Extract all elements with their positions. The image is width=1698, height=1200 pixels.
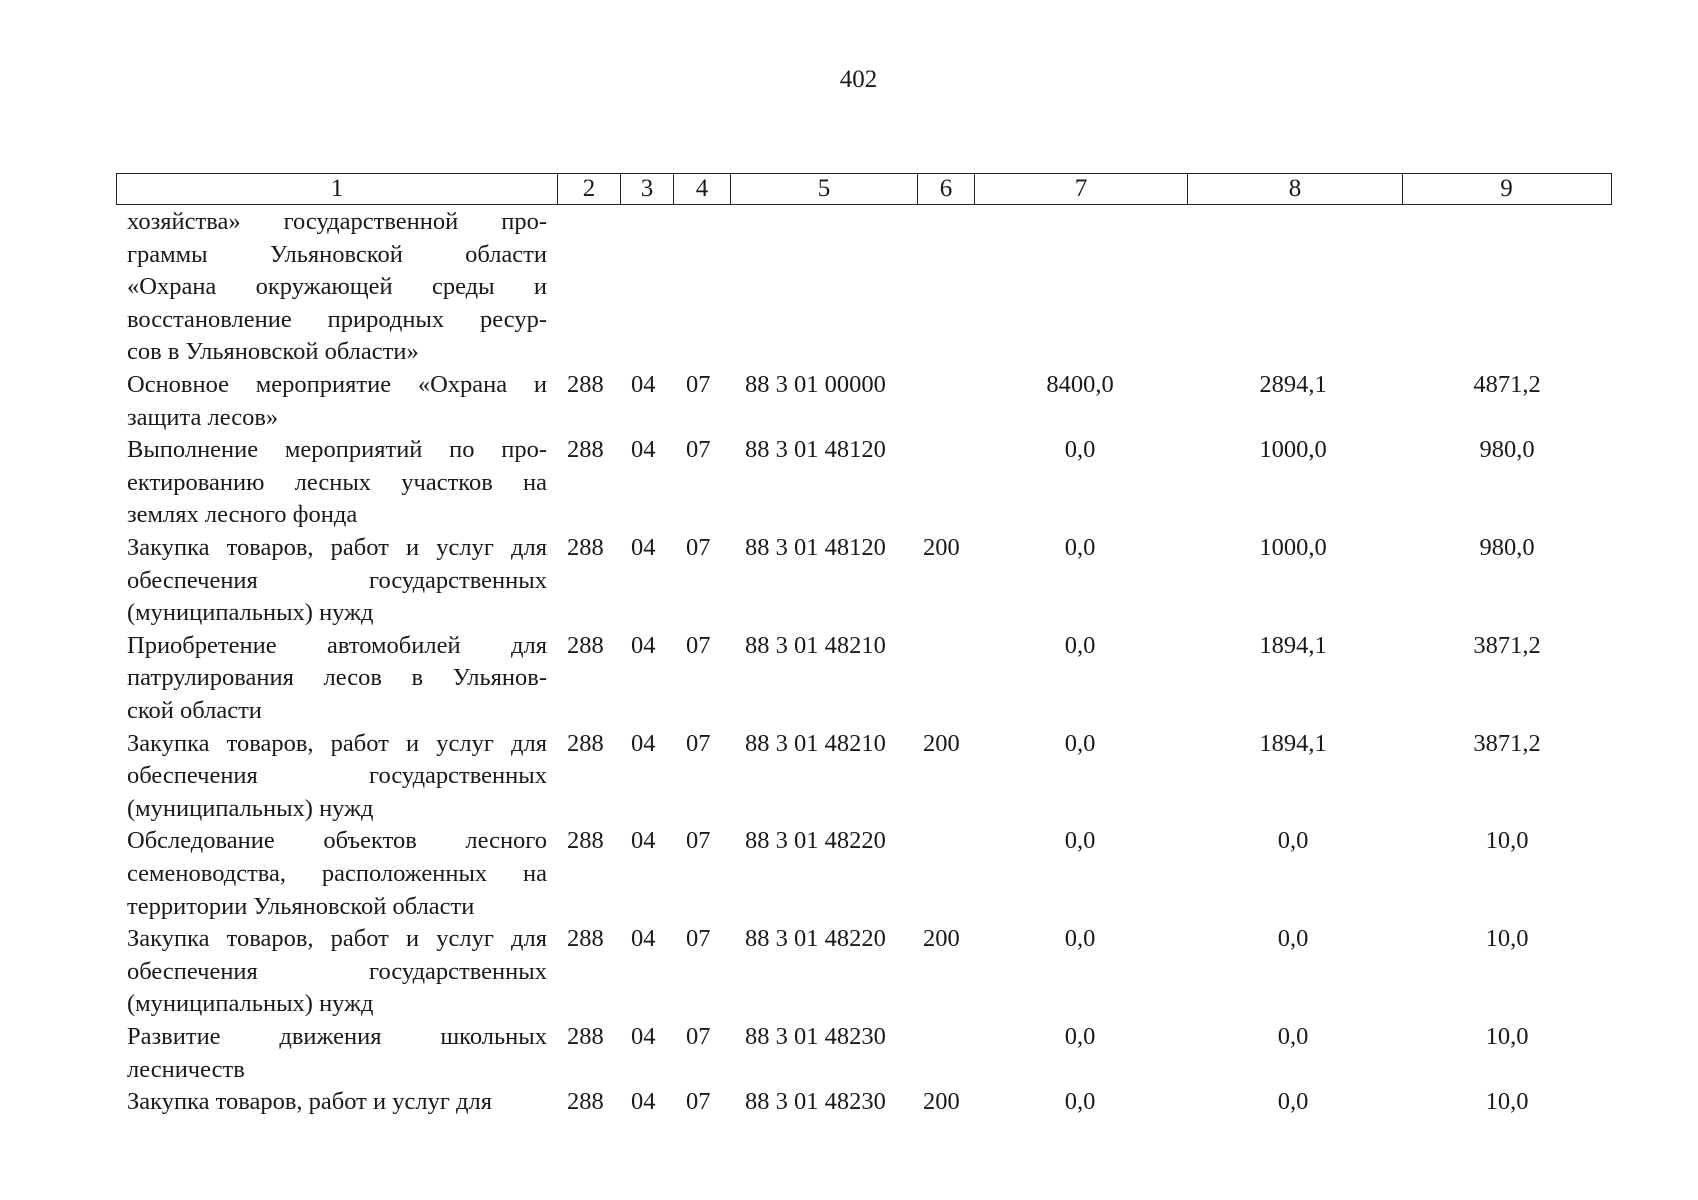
row-description <box>127 369 547 434</box>
cell-c2: 288 <box>567 1088 604 1116</box>
cell-c5: 88 3 01 48220 <box>745 925 886 953</box>
description-line: (муниципальных) нужд <box>127 599 374 627</box>
cell-c7: 0,0 <box>1064 631 1096 659</box>
cell-c8: 1894,1 <box>1259 631 1327 659</box>
description-line: обеспечения государственных <box>127 957 547 985</box>
description-line: патрулирования лесов в Ульянов- <box>127 664 547 692</box>
row-description <box>127 206 547 369</box>
description-line: Закупка товаров, работ и услуг для <box>127 925 547 953</box>
table-header <box>116 173 1612 205</box>
cell-c4: 07 <box>686 1088 711 1116</box>
cell-c5: 88 3 01 48210 <box>745 631 886 659</box>
page-number: 402 <box>839 66 878 93</box>
description-line: Развитие движения школьных <box>127 1023 547 1050</box>
cell-c8: 0,0 <box>1277 1088 1309 1116</box>
header-col-2: 2 <box>558 174 621 204</box>
cell-c3: 04 <box>631 534 656 561</box>
cell-c3: 04 <box>631 1088 656 1116</box>
cell-c2: 288 <box>567 925 604 953</box>
header-col-3: 3 <box>621 174 674 204</box>
header-col-8: 8 <box>1188 174 1403 204</box>
cell-c5: 88 3 01 48120 <box>745 534 886 561</box>
cell-c7: 0,0 <box>1064 436 1096 464</box>
cell-c4: 07 <box>686 631 711 659</box>
header-col-7: 7 <box>975 174 1188 204</box>
description-line: восстановление природных ресур- <box>127 305 547 333</box>
description-line: сов в Ульяновской области» <box>127 338 419 366</box>
description-line: Закупка товаров, работ и услуг для <box>127 534 547 561</box>
description-line: (муниципальных) нужд <box>127 990 374 1018</box>
cell-c9: 10,0 <box>1485 1088 1529 1116</box>
cell-c2: 288 <box>567 827 604 855</box>
description-line: ской области <box>127 696 262 724</box>
cell-c4: 07 <box>686 925 711 953</box>
description-line: граммы Ульяновской области <box>127 240 547 268</box>
description-line: обеспечения государственных <box>127 566 547 594</box>
cell-c7: 0,0 <box>1064 1088 1096 1116</box>
cell-c7: 0,0 <box>1064 827 1096 855</box>
description-line: Выполнение мероприятий по про- <box>127 436 547 464</box>
description-line: Основное мероприятие «Охрана и <box>127 371 547 398</box>
description-line: хозяйства» государственной про- <box>127 208 547 235</box>
cell-c6: 200 <box>923 534 960 561</box>
description-line: Приобретение автомобилей для <box>127 631 547 659</box>
cell-c2: 288 <box>567 436 604 464</box>
cell-c9: 4871,2 <box>1473 371 1541 398</box>
row-description <box>127 1086 547 1119</box>
cell-c8: 2894,1 <box>1259 371 1327 398</box>
cell-c2: 288 <box>567 371 604 398</box>
cell-c9: 10,0 <box>1485 827 1529 855</box>
cell-c8: 1000,0 <box>1259 436 1327 464</box>
cell-c9: 3871,2 <box>1473 631 1541 659</box>
row-description <box>127 923 547 1021</box>
cell-c7: 0,0 <box>1064 1023 1096 1050</box>
cell-c4: 07 <box>686 371 711 398</box>
row-description <box>127 1021 547 1086</box>
cell-c4: 07 <box>686 436 711 464</box>
cell-c5: 88 3 01 48230 <box>745 1088 886 1116</box>
cell-c9: 10,0 <box>1485 1023 1529 1050</box>
cell-c7: 0,0 <box>1064 534 1096 561</box>
cell-c5: 88 3 01 48120 <box>745 436 886 464</box>
cell-c8: 1000,0 <box>1259 534 1327 561</box>
cell-c9: 980,0 <box>1479 436 1535 464</box>
cell-c2: 288 <box>567 631 604 659</box>
header-col-5: 5 <box>731 174 918 204</box>
cell-c9: 3871,2 <box>1473 729 1541 757</box>
description-line: Обследование объектов лесного <box>127 827 547 855</box>
cell-c5: 88 3 01 00000 <box>745 371 886 398</box>
header-col-4: 4 <box>674 174 731 204</box>
cell-c6: 200 <box>923 729 960 757</box>
cell-c5: 88 3 01 48210 <box>745 729 886 757</box>
cell-c8: 0,0 <box>1277 925 1309 953</box>
cell-c9: 10,0 <box>1485 925 1529 953</box>
cell-c2: 288 <box>567 1023 604 1050</box>
cell-c3: 04 <box>631 925 656 953</box>
row-description <box>127 728 547 826</box>
cell-c6: 200 <box>923 925 960 953</box>
cell-c2: 288 <box>567 729 604 757</box>
cell-c8: 0,0 <box>1277 827 1309 855</box>
cell-c8: 0,0 <box>1277 1023 1309 1050</box>
description-line: семеноводства, расположенных на <box>127 859 547 887</box>
row-description <box>127 825 547 923</box>
row-description <box>127 532 547 630</box>
cell-c3: 04 <box>631 436 656 464</box>
description-line: лесничеств <box>127 1055 245 1083</box>
description-line: Закупка товаров, работ и услуг для <box>127 1088 492 1116</box>
header-col-1: 1 <box>117 174 558 204</box>
description-line: (муниципальных) нужд <box>127 794 374 822</box>
cell-c5: 88 3 01 48230 <box>745 1023 886 1050</box>
cell-c4: 07 <box>686 729 711 757</box>
cell-c8: 1894,1 <box>1259 729 1327 757</box>
header-col-6: 6 <box>918 174 975 204</box>
header-col-9: 9 <box>1500 175 1513 202</box>
description-line: землях лесного фонда <box>127 501 358 529</box>
row-description <box>127 630 547 728</box>
description-line: ектированию лесных участков на <box>127 468 547 496</box>
description-line: защита лесов» <box>127 403 279 431</box>
cell-c7: 0,0 <box>1064 729 1096 757</box>
description-line: территории Ульяновской области <box>127 892 475 920</box>
cell-c3: 04 <box>631 827 656 855</box>
cell-c4: 07 <box>686 1023 711 1050</box>
cell-c7: 0,0 <box>1064 925 1096 953</box>
description-line: обеспечения государственных <box>127 762 547 790</box>
cell-c4: 07 <box>686 534 711 561</box>
cell-c6: 200 <box>923 1088 960 1116</box>
description-line: «Охрана окружающей среды и <box>127 273 547 301</box>
cell-c3: 04 <box>631 371 656 398</box>
description-line: Закупка товаров, работ и услуг для <box>127 729 547 757</box>
cell-c2: 288 <box>567 534 604 561</box>
row-description <box>127 434 547 532</box>
cell-c7: 8400,0 <box>1046 371 1114 398</box>
cell-c9: 980,0 <box>1479 534 1535 561</box>
cell-c3: 04 <box>631 729 656 757</box>
cell-c5: 88 3 01 48220 <box>745 827 886 855</box>
cell-c3: 04 <box>631 631 656 659</box>
cell-c4: 07 <box>686 827 711 855</box>
cell-c3: 04 <box>631 1023 656 1050</box>
